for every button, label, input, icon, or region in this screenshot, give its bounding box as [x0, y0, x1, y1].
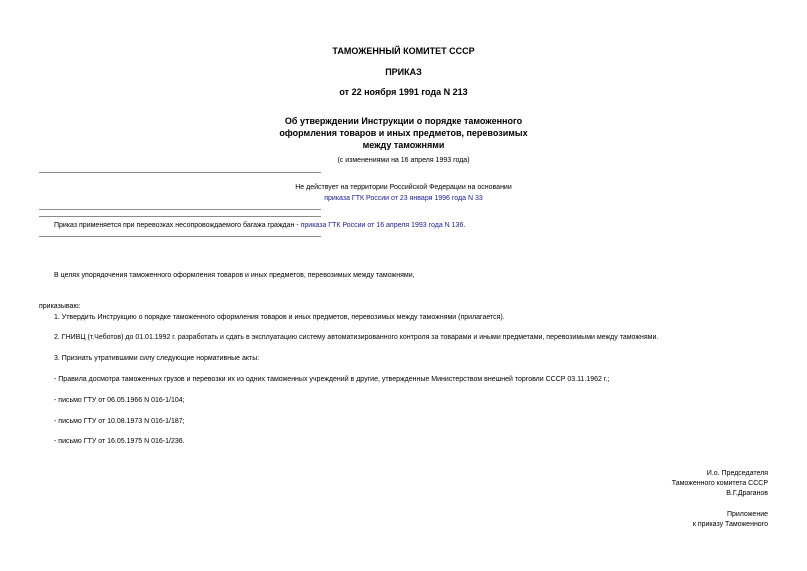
appendix-reference: к приказу Таможенного [692, 521, 768, 528]
item-3: 3. Признать утратившими силу следующие нормативные акты: [54, 355, 260, 362]
signature-name: В.Г.Драганов [726, 490, 768, 497]
title-line-1: Об утверждении Инструкции о порядке таможенного [284, 116, 523, 126]
item-7: - письмо ГТУ от 16.05.1975 N 016-1/236. [54, 438, 185, 445]
signature-position: И.о. Председателя [706, 470, 768, 477]
title-line-2: оформления товаров и иных предметов, перевозимых [279, 128, 528, 138]
applies-note [54, 222, 465, 229]
divider-1 [39, 172, 321, 173]
applies-text: Приказ применяется при перевозках несопровождаемого багажа граждан - [54, 222, 301, 229]
title-line-3: между таможнями [362, 140, 445, 150]
document-title [0, 115, 807, 151]
item-1: 1. Утвердить Инструкцию о порядке таможенного оформления товаров и иных предметов, перевозимых между таможнями (прилагается). [54, 314, 505, 321]
notice-link[interactable]: приказа ГТК России от 23 января 1996 года N 33 [324, 195, 483, 202]
item-2: 2. ГНИВЦ (т.Чеботов) до 01.01.1992 г. разработать и сдать в эксплуатацию систему автоматизированного контроля за товарами и иными предметами, перевозимыми между таможнями. [54, 334, 659, 341]
order-word: приказываю: [39, 303, 81, 310]
preamble: В целях упорядочения таможенного оформления товаров и иных предметов, перевозимых между таможнями, [54, 272, 415, 279]
signature-organization: Таможенного комитета СССР [671, 480, 768, 487]
notice-text: Не действует на территории Российской Федерации на основании [295, 184, 512, 191]
applies-link[interactable]: приказа ГТК России от 16 апреля 1993 года N 136 [300, 222, 464, 229]
document-type-heading: ПРИКАЗ [385, 67, 422, 77]
divider-3 [39, 216, 321, 217]
item-5: - письмо ГТУ от 06.05.1966 N 016-1/104; [54, 397, 185, 404]
applies-tail: . [463, 222, 466, 229]
appendix-label: Приложение [726, 511, 768, 518]
document-date-heading: от 22 ноября 1991 года N 213 [339, 87, 468, 97]
item-6: - письмо ГТУ от 10.08.1973 N 016-1/187; [54, 418, 185, 425]
committee-heading: ТАМОЖЕННЫЙ КОМИТЕТ СССР [332, 46, 475, 56]
divider-4 [39, 236, 321, 237]
item-4: - Правила досмотра таможенных грузов и перевозки их из одних таможенных учреждений в другие, утвержденные Министерством внешней торговли СССР 03.11.1962 г.; [54, 376, 610, 383]
divider-2 [39, 209, 321, 210]
amendments-note: (с изменениями на 16 апреля 1993 года) [337, 157, 470, 164]
